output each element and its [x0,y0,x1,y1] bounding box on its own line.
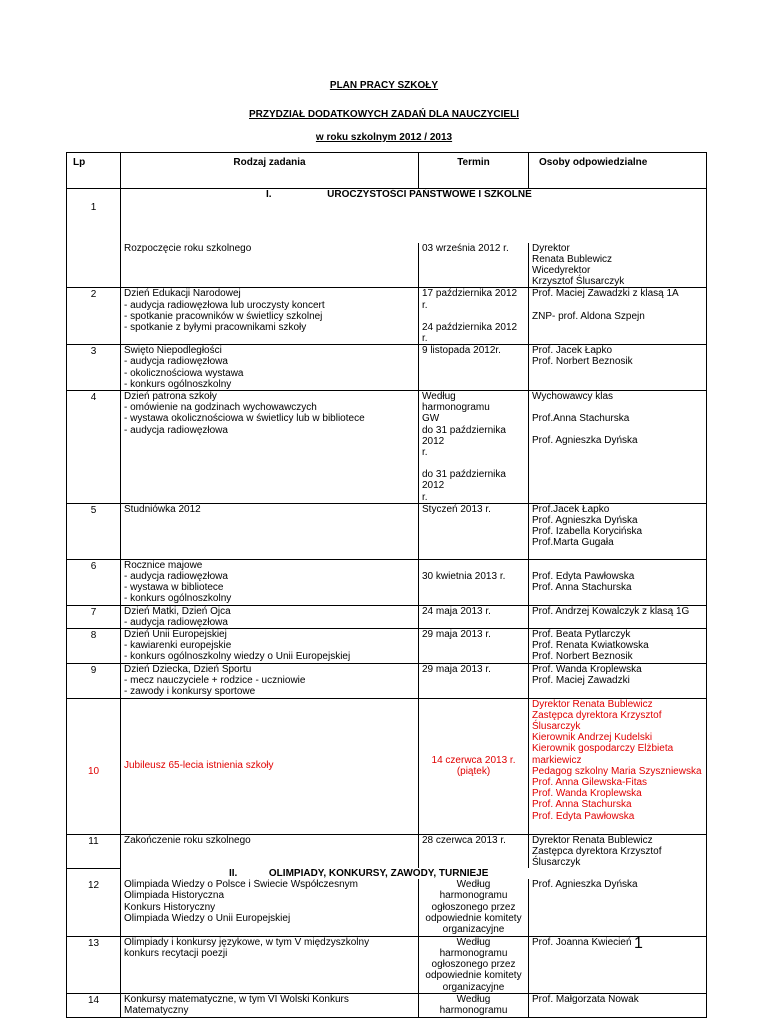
task-cell: Rozpoczęcie roku szkolnego [121,243,419,288]
term-cell: Według harmonogramu [419,993,529,1017]
table-row [67,345,707,391]
task-cell: Dzień Dziecka, Dzień Sportu - mecz nauczyciele + rodzice - uczniowie - zawody i konkursy sportowe [121,663,419,698]
task-cell: Jubileusz 65-lecia istnienia szkoły [121,698,419,834]
term-cell: 14 czerwca 2013 r. (piątek) [419,698,529,834]
task-cell: Dzień patrona szkoły - omówienie na godzinach wychowawczych - wystawa okolicznościowa w świetlicy lub w bibliotece - audycja radiowęzłowa [121,390,419,503]
term-cell [419,288,529,345]
task-cell: Studniówka 2012 [121,503,419,559]
persons-cell: Prof. Beata Pytlarczyk Prof. Renata Kwiatkowska Prof. Norbert Beznosik [529,628,707,663]
person-line: Prof. Agnieszka Dyńska [532,435,638,447]
persons-cell: Dyrektor Renata Bublewicz Zastępca dyrektora Krzysztof Ślusarczyk Kierownik Andrzej Kudelski Kierownik gospodarczy Elżbieta markiewicz Pedagog szkolny Maria Szyszniewska Prof. Anna Gilewska-Fitas Prof. Wanda Kroplewska Prof. Anna Stachurska Prof. Edyta Pawłowska [529,698,707,834]
section-2-heading [121,868,707,879]
term-cell: 24 maja 2013 r. [419,605,529,628]
task-cell: Dzień Matki, Dzień Ojca - audycja radiowęzłowa [121,605,419,628]
section-2-row [67,868,707,879]
row-number: 9 [67,663,121,698]
table-row [67,390,707,503]
term-cell [419,390,529,503]
school-year-line: w roku szkolnym 2012 / 2013 [315,132,453,143]
table-row [67,698,707,834]
row-number: 6 [67,559,121,605]
row-number: 3 [67,345,121,391]
table-row [67,993,707,1017]
table-row [67,834,707,868]
term-cell: 28 czerwca 2013 r. [419,834,529,868]
person-line: Prof.Anna Stachurska [532,413,630,425]
term-cell: Styczeń 2013 r. [419,503,529,559]
persons-cell: Prof. Jacek Łapko Prof. Norbert Beznosik [529,345,707,391]
persons-cell: Dyrektor Renata Bublewicz Wicedyrektor Krzysztof Ślusarczyk [529,243,707,288]
task-cell: Dzień Edukacji Narodowej - audycja radiowęzłowa lub uroczysty koncert - spotkanie pracowników w świetlicy szkolnej - spotkanie z byłymi pracownikami szkoły [121,288,419,345]
persons-cell: Prof. Edyta Pawłowska Prof. Anna Stachurska [529,559,707,605]
term-cell: 29 maja 2013 r. [419,663,529,698]
persons-cell [529,390,707,503]
persons-cell: Prof. Joanna Kwiecień [529,936,707,993]
table-row [67,936,707,993]
section-1-heading [121,189,707,243]
table-row [67,879,707,936]
persons-cell: Prof. Wanda Kroplewska Prof. Maciej Zawadzki [529,663,707,698]
persons-cell: Dyrektor Renata Bublewicz Zastępca dyrektora Krzysztof Ślusarczyk [529,834,707,868]
persons-cell [529,288,707,345]
term-cell: Według harmonogramu ogłoszonego przez odpowiednie komitety organizacyjne [419,879,529,936]
row-number: 13 [67,936,121,993]
person-line: Wychowawcy klas [532,390,614,402]
table-row [67,559,707,605]
persons-cell: Prof. Andrzej Kowalczyk z klasą 1G [529,605,707,628]
term-line: do 31 października 2012 r. [422,469,506,503]
tasks-table [66,152,707,1018]
term-line: 17 października 2012 r. [422,288,518,311]
page-number: 1 [634,935,643,952]
table-row [67,628,707,663]
row-number: 1 [67,189,121,288]
task-cell: Zakończenie roku szkolnego [121,834,419,868]
row-number: 8 [67,628,121,663]
section-2-number: II. [229,868,238,880]
header-task: Rodzaj zadania [121,153,419,189]
task-cell: Dzień Unii Europejskiej - kawiarenki europejskie - konkurs ogólnoszkolny wiedzy o Unii Europejskiej [121,628,419,663]
table-row-1-content [67,243,707,288]
task-cell: Olimpiady i konkursy językowe, w tym V międzyszkolny konkurs recytacji poezji [121,936,419,993]
table-row [67,503,707,559]
header-lp: Lp [67,153,121,189]
term-line: Według harmonogramu GW do 31 października 2012 r. [422,390,506,458]
person-line: ZNP- prof. Aldona Szpejn [532,310,645,322]
persons-cell: Prof.Jacek Łapko Prof. Agnieszka Dyńska Prof. Izabella Korycińska Prof.Marta Gugała [529,503,707,559]
term-cell: 03 września 2012 r. [419,243,529,288]
table-header-row [67,153,707,189]
header-persons: Osoby odpowiedzialne [529,153,707,189]
term-cell: 9 listopada 2012r. [419,345,529,391]
row-number: 5 [67,503,121,559]
document-title: PLAN PRACY SZKOŁY [329,80,439,91]
term-cell: Według harmonogramu ogłoszonego przez odpowiednie komitety organizacyjne [419,936,529,993]
row-number: 7 [67,605,121,628]
person-line: Prof. Maciej Zawadzki z klasą 1A [532,288,679,300]
table-row [67,189,707,243]
task-cell: Rocznice majowe - audycja radiowęzłowa - wystawa w bibliotece - konkurs ogólnoszkolny [121,559,419,605]
section-1-number: I. [266,189,272,200]
task-cell: Konkursy matematyczne, w tym VI Wolski Konkurs Matematyczny [121,993,419,1017]
persons-cell: Prof. Agnieszka Dyńska [529,879,707,936]
row-number: 11 [67,834,121,868]
term-cell: 30 kwietnia 2013 r. [419,559,529,605]
row-number: 10 [67,698,121,834]
task-cell: Olimpiada Wiedzy o Polsce i Świecie Współczesnym Olimpiada Historyczna Konkurs Historyczny Olimpiada Wiedzy o Unii Europejskiej [121,879,419,936]
row-number: 12 [67,868,121,936]
persons-cell: Prof. Małgorzata Nowak [529,993,707,1017]
section-1-title: UROCZYSTOŚCI PAŃSTWOWE I SZKOLNE [327,189,532,200]
section-2-title: OLIMPIADY, KONKURSY, ZAWODY, TURNIEJE [268,868,489,880]
row-number: 14 [67,993,121,1017]
table-row [67,605,707,628]
row-number: 4 [67,390,121,503]
header-term: Termin [419,153,529,189]
document-subtitle: PRZYDZIAŁ DODATKOWYCH ZADAŃ DLA NAUCZYCIELI [249,109,519,120]
table-row [67,663,707,698]
term-cell: 29 maja 2013 r. [419,628,529,663]
row-number: 2 [67,288,121,345]
term-line: 24 października 2012 r. [422,321,518,344]
table-row [67,288,707,345]
task-cell: Święto Niepodległości - audycja radiowęzłowa - okolicznościowa wystawa - konkurs ogólnoszkolny [121,345,419,391]
